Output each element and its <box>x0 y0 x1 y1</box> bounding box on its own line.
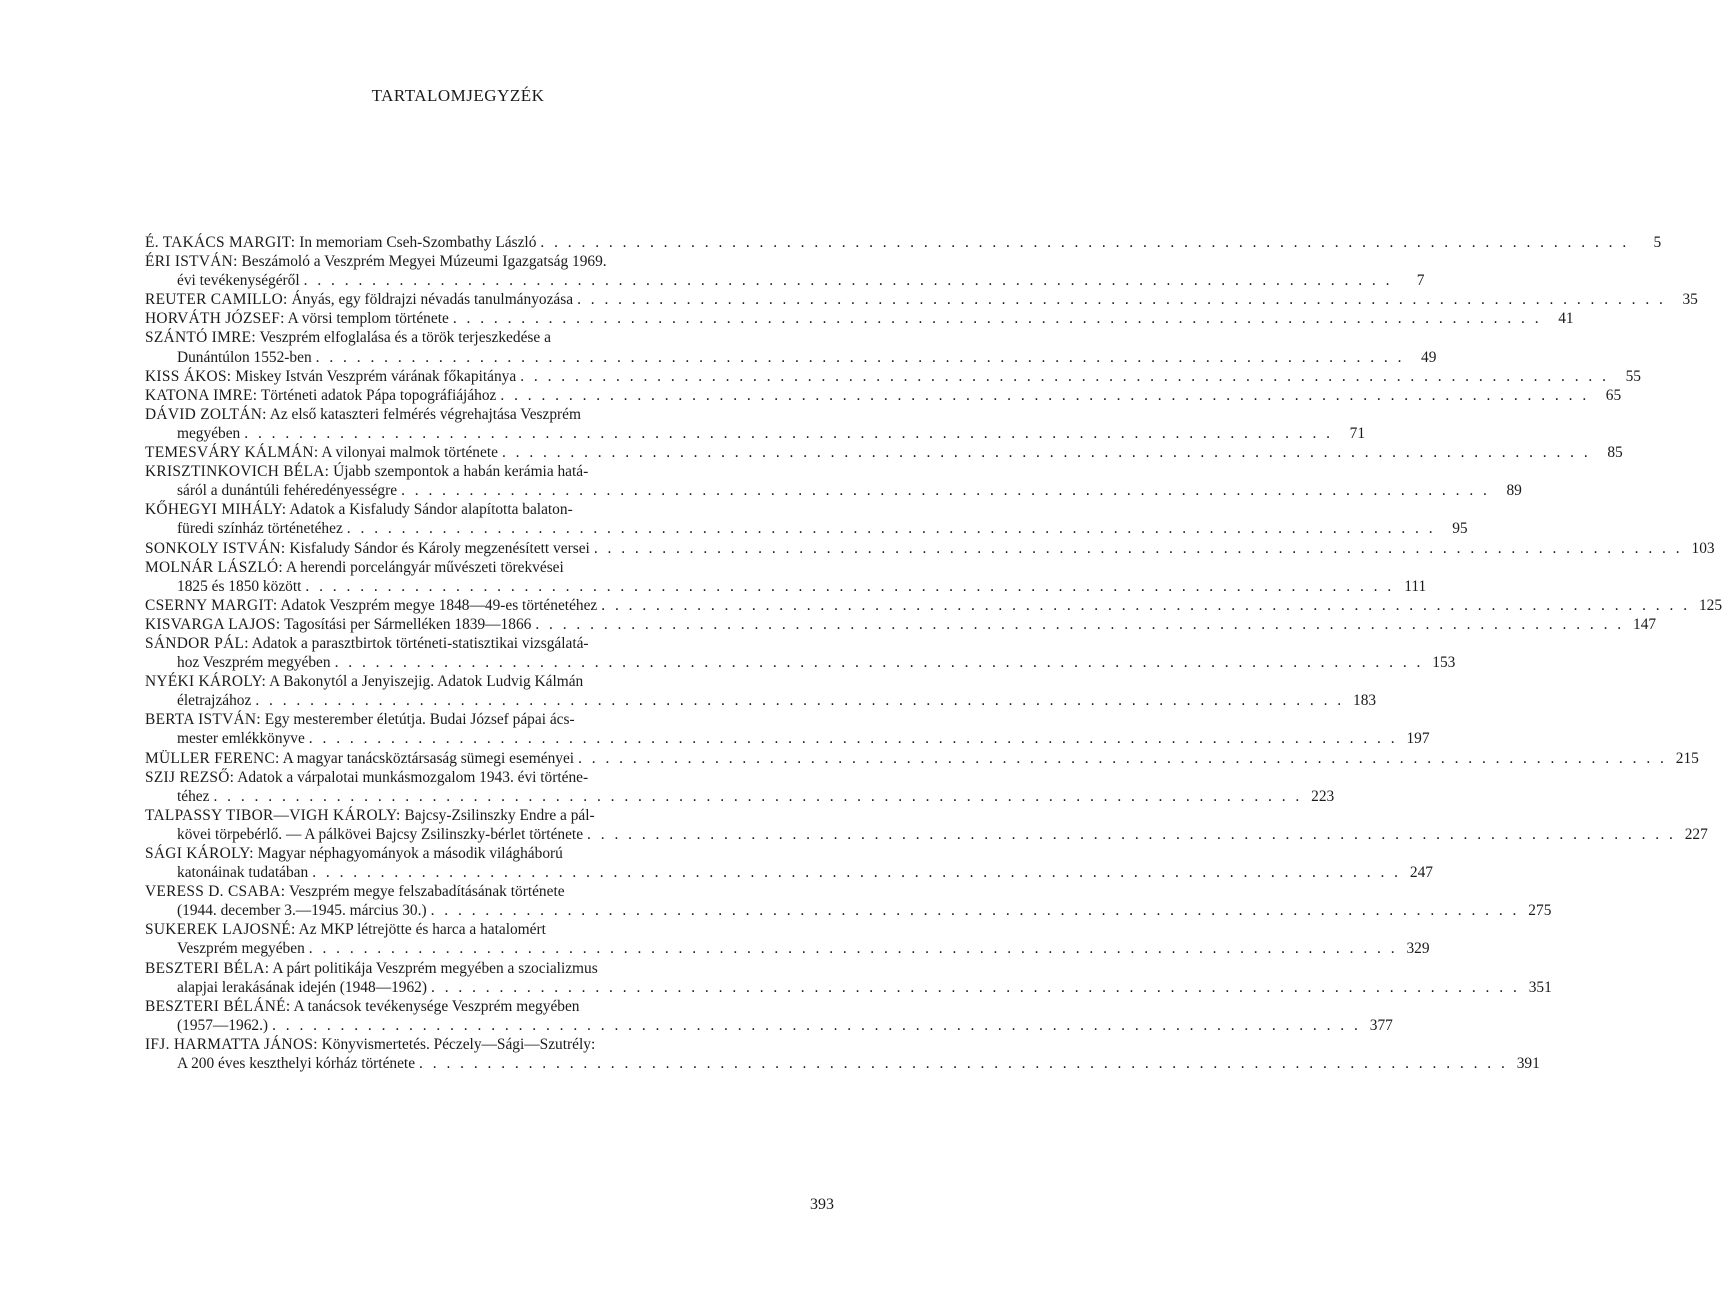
toc-entry-first-line <box>145 386 1622 405</box>
dot-leader <box>312 348 1405 367</box>
toc-title-text: Adatok a várpalotai munkásmozgalom 1943. évi történe- <box>237 768 589 786</box>
toc-entry-continuation-line <box>145 729 1430 748</box>
dot-leader <box>597 596 1690 615</box>
toc-entry-continuation-line <box>145 1054 1540 1073</box>
toc-entry-first-line <box>145 539 1715 558</box>
toc-title-text: Történeti adatok Pápa topográfiájához <box>260 386 497 404</box>
toc-entry-first-line <box>145 558 751 577</box>
toc-author: BESZTERI BÉLÁNÉ: <box>145 997 291 1015</box>
toc-author: KISS ÁKOS: <box>145 367 232 385</box>
toc-entry-first-line <box>145 882 751 901</box>
toc-entry-first-line <box>145 443 1623 462</box>
toc-page-number: 275 <box>1528 902 1552 920</box>
toc-title-text: kövei törpebérlő. — A pálkövei Bajcsy Zsilinszky-bérlet története <box>177 825 584 843</box>
toc-title-text: téhez <box>177 787 210 805</box>
toc-author: KISVARGA LAJOS: <box>145 615 281 633</box>
table-of-contents <box>145 233 1722 1073</box>
toc-title-text: In memoriam Cseh-Szombathy László <box>299 234 537 251</box>
toc-title-text: A herendi porcelángyár művészeti törekvései <box>286 558 564 576</box>
toc-entry-continuation-line <box>145 481 1522 500</box>
toc-title-text: A tanácsok tevékenysége Veszprém megyében <box>293 997 580 1015</box>
toc-author: DÁVID ZOLTÁN: <box>145 405 267 423</box>
toc-entry <box>145 768 1335 806</box>
toc-entry-first-line <box>145 252 751 271</box>
toc-page-number: 103 <box>1691 539 1715 557</box>
toc-entry <box>145 539 1715 558</box>
dot-leader <box>573 290 1666 309</box>
toc-title-text: Egy mesterember életútja. Budai József pápai ács- <box>264 711 575 729</box>
toc-title-text: Miskey István Veszprém várának főkapitánya <box>235 367 517 385</box>
toc-entry-continuation-line <box>145 787 1335 806</box>
toc-title-text: Ányás, egy földrajzi névadás tanulmányozása <box>291 291 574 309</box>
dot-leader <box>427 978 1520 997</box>
toc-page-number: 153 <box>1432 654 1456 672</box>
toc-title-text: Veszprém elfoglalása és a török terjeszkedése a <box>259 329 551 347</box>
toc-title-text: alapjai lerakásának idején (1948—1962) <box>177 978 428 996</box>
toc-author: SZÁNTÓ IMRE: <box>145 329 256 347</box>
toc-page-number: 197 <box>1406 730 1430 748</box>
toc-entry-first-line <box>145 1035 751 1054</box>
toc-title-text: Adatok a Kisfaludy Sándor alapította balaton- <box>289 501 573 519</box>
toc-entry <box>145 634 1456 672</box>
toc-title-text: Kisfaludy Sándor és Károly megzenésített versei <box>289 539 590 557</box>
toc-entry-first-line <box>145 290 1698 309</box>
toc-author: HORVÁTH JÓZSEF: <box>145 310 285 328</box>
toc-entry-continuation-line <box>145 577 1427 596</box>
dot-leader <box>449 309 1542 328</box>
toc-entry <box>145 997 1393 1035</box>
dot-leader <box>536 233 1629 252</box>
toc-author: NYÉKI KÁROLY: <box>145 673 267 691</box>
toc-author: MÜLLER FERENC: <box>145 749 280 767</box>
toc-entry <box>145 596 1722 615</box>
toc-author: CSERNY MARGIT: <box>145 596 278 614</box>
toc-author: SONKOLY ISTVÁN: <box>145 539 286 557</box>
toc-author: SÁGI KÁROLY: <box>145 845 254 862</box>
toc-entry <box>145 328 1437 366</box>
toc-entry <box>145 959 1552 997</box>
toc-entry-continuation-line <box>145 825 1708 844</box>
toc-author: SZIJ REZSŐ: <box>145 768 235 786</box>
toc-entry-continuation-line <box>145 348 1437 367</box>
toc-title-text: életrajzához <box>177 692 252 710</box>
page-number: 393 <box>810 1196 834 1213</box>
toc-title-text: A párt politikája Veszprém megyében a szocializmus <box>272 959 598 977</box>
toc-title-text: sáról a dunántúli fehéredényességre <box>177 482 398 500</box>
toc-title-text: A vilonyai malmok története <box>321 444 498 462</box>
dot-leader <box>531 615 1624 634</box>
toc-title-text: 1825 és 1850 között <box>177 577 302 595</box>
toc-entry-first-line <box>145 634 751 653</box>
toc-title-text: Az MKP létrejötte és harca a hatalomért <box>298 921 546 939</box>
toc-page-number: 377 <box>1369 1016 1393 1034</box>
toc-entry-first-line <box>145 615 1657 634</box>
toc-entry-first-line <box>145 997 751 1016</box>
dot-leader <box>415 1054 1508 1073</box>
toc-entry <box>145 710 1430 748</box>
toc-entry-continuation-line <box>145 271 1425 290</box>
toc-entry-first-line <box>145 710 751 729</box>
toc-entry <box>145 844 1433 882</box>
toc-author: BERTA ISTVÁN: <box>145 711 261 729</box>
toc-entry-first-line <box>145 844 751 863</box>
toc-page-number: 223 <box>1311 787 1335 805</box>
toc-page-number: 71 <box>1349 424 1366 442</box>
toc-entry-first-line <box>145 233 1662 252</box>
toc-entry-continuation-line <box>145 424 1366 443</box>
toc-title-text: A vörsi templom története <box>287 310 449 328</box>
dot-leader <box>496 386 1589 405</box>
dot-leader <box>300 271 1393 290</box>
toc-title-text: A 200 éves keszthelyi kórház története <box>177 1055 416 1073</box>
toc-author: KATONA IMRE: <box>145 386 258 404</box>
toc-entry-first-line <box>145 749 1699 768</box>
toc-entry <box>145 615 1657 634</box>
dot-leader <box>583 825 1676 844</box>
toc-page-number: 35 <box>1682 291 1698 309</box>
toc-author: TEMESVÁRY KÁLMÁN: <box>145 444 319 462</box>
toc-entry <box>145 1035 1540 1073</box>
toc-entry <box>145 405 1366 443</box>
toc-entry <box>145 290 1698 309</box>
toc-entry <box>145 233 1662 252</box>
toc-title-text: Magyar néphagyományok a második világháború <box>257 845 563 862</box>
toc-title-text: Beszámoló a Veszprém Megyei Múzeumi Igazgatság 1969. <box>241 253 607 271</box>
toc-entry <box>145 462 1522 500</box>
toc-page-number: 5 <box>1653 234 1662 251</box>
toc-author: TALPASSY TIBOR—VIGH KÁROLY: <box>145 806 401 824</box>
toc-author: MOLNÁR LÁSZLÓ: <box>145 558 284 576</box>
dot-leader <box>305 729 1398 748</box>
dot-leader <box>301 577 1394 596</box>
toc-page-number: 41 <box>1558 310 1574 328</box>
toc-title-text: Az első kataszteri felmérés végrehajtása Veszprém <box>269 405 581 423</box>
dot-leader <box>251 691 1344 710</box>
toc-page-number: 85 <box>1607 444 1623 462</box>
toc-title-text: Veszprém megye felszabadításának története <box>288 883 565 901</box>
toc-entry-continuation-line <box>145 978 1552 997</box>
toc-entry <box>145 252 1425 290</box>
toc-page-number: 391 <box>1516 1055 1540 1073</box>
toc-page-number: 215 <box>1675 749 1699 767</box>
dot-leader <box>516 367 1609 386</box>
toc-title-text: füredi színház történetéhez <box>177 520 343 538</box>
toc-entry-continuation-line <box>145 939 1430 958</box>
toc-author: REUTER CAMILLO: <box>145 291 288 309</box>
toc-author: É. TAKÁCS MARGIT: <box>145 234 296 251</box>
toc-entry <box>145 920 1430 958</box>
toc-author: ÉRI ISTVÁN: <box>145 253 238 271</box>
toc-title-text: Könyvismertetés. Péczely—Sági—Szutrély: <box>321 1035 596 1053</box>
toc-page-number: 183 <box>1353 692 1377 710</box>
toc-author: KRISZTINKOVICH BÉLA: <box>145 463 330 481</box>
toc-entry <box>145 672 1377 710</box>
toc-author: VERESS D. CSABA: <box>145 883 286 901</box>
dot-leader <box>209 787 1302 806</box>
toc-entry-first-line <box>145 500 751 519</box>
toc-author: IFJ. HARMATTA JÁNOS: <box>145 1035 318 1053</box>
toc-page-number: 329 <box>1406 940 1430 958</box>
dot-leader <box>268 1016 1361 1035</box>
toc-title-text: Adatok a parasztbirtok történeti-statisztikai vizsgálatá- <box>251 634 589 652</box>
dot-leader <box>427 901 1520 920</box>
toc-title-text: A magyar tanácsköztársaság sümegi eseményei <box>282 749 575 767</box>
dot-leader <box>343 519 1436 538</box>
toc-entry <box>145 500 1468 538</box>
toc-title-text: Adatok Veszprém megye 1848—49-es történetéhez <box>280 596 598 614</box>
toc-page-number: 65 <box>1605 386 1622 404</box>
toc-title-text: hoz Veszprém megyében <box>177 654 331 672</box>
toc-entry-first-line <box>145 405 751 424</box>
toc-page-number: 351 <box>1528 978 1552 996</box>
dot-leader <box>240 424 1333 443</box>
toc-title-text: Dunántúlon 1552-ben <box>177 348 312 366</box>
toc-entry <box>145 309 1574 328</box>
toc-title-text: mester emlékkönyve <box>177 730 305 748</box>
toc-title-text: (1957—1962.) <box>177 1016 269 1034</box>
toc-entry <box>145 882 1552 920</box>
dot-leader <box>308 863 1401 882</box>
toc-entry-first-line <box>145 328 751 347</box>
toc-page-number: 95 <box>1452 520 1468 538</box>
toc-entry-first-line <box>145 596 1722 615</box>
toc-title-text: katonáinak tudatában <box>177 864 309 882</box>
toc-title-text: Bajcsy-Zsilinszky Endre a pál- <box>404 806 595 824</box>
toc-title-text: A Bakonytól a Jenyiszejig. Adatok Ludvig Kálmán <box>269 673 584 691</box>
toc-entry-first-line <box>145 672 751 691</box>
toc-page-number: 89 <box>1506 482 1522 500</box>
toc-entry-first-line <box>145 806 751 825</box>
toc-entry <box>145 443 1623 462</box>
toc-entry-continuation-line <box>145 519 1468 538</box>
toc-entry-continuation-line <box>145 691 1377 710</box>
dot-leader <box>574 749 1667 768</box>
toc-page-number: 227 <box>1684 825 1708 843</box>
dot-leader <box>397 481 1490 500</box>
toc-author: BESZTERI BÉLA: <box>145 959 270 977</box>
toc-entry-first-line <box>145 959 751 978</box>
toc-entry <box>145 386 1622 405</box>
toc-title-text: évi tevékenységéről <box>177 272 300 290</box>
toc-entry <box>145 806 1708 844</box>
toc-author: SUKEREK LAJOSNÉ: <box>145 921 296 939</box>
toc-entry-first-line <box>145 768 751 787</box>
toc-page-number: 49 <box>1421 348 1437 366</box>
toc-entry <box>145 558 1427 596</box>
toc-entry-first-line <box>145 920 751 939</box>
toc-page-number: 7 <box>1416 272 1425 290</box>
toc-author: KŐHEGYI MIHÁLY: <box>145 501 287 519</box>
toc-entry-first-line <box>145 309 1574 328</box>
toc-title-text: Tagosítási per Sármelléken 1839—1866 <box>284 615 532 633</box>
toc-title-text: megyében <box>177 424 241 442</box>
toc-page-number: 55 <box>1625 367 1641 385</box>
toc-page-number: 125 <box>1698 596 1722 614</box>
toc-entry-continuation-line <box>145 901 1552 920</box>
dot-leader <box>498 443 1591 462</box>
toc-entry-continuation-line <box>145 1016 1393 1035</box>
toc-title-text: Veszprém megyében <box>177 940 305 958</box>
toc-page-number: 111 <box>1404 577 1427 595</box>
dot-leader <box>590 539 1683 558</box>
toc-entry-continuation-line <box>145 863 1433 882</box>
toc-title-text: (1944. december 3.—1945. március 30.) <box>177 902 427 920</box>
dot-leader <box>331 653 1424 672</box>
toc-author: SÁNDOR PÁL: <box>145 634 249 652</box>
dot-leader <box>305 939 1398 958</box>
toc-page-number: 247 <box>1409 864 1433 882</box>
toc-entry <box>145 367 1641 386</box>
toc-entry-first-line <box>145 367 1641 386</box>
toc-title-text: Újabb szempontok a habán kerámia hatá- <box>333 463 589 481</box>
toc-page-number: 147 <box>1633 615 1657 633</box>
toc-entry-first-line <box>145 462 751 481</box>
page-title: TARTALOMJEGYZÉK <box>371 86 545 105</box>
toc-entry <box>145 749 1699 768</box>
toc-entry-continuation-line <box>145 653 1456 672</box>
